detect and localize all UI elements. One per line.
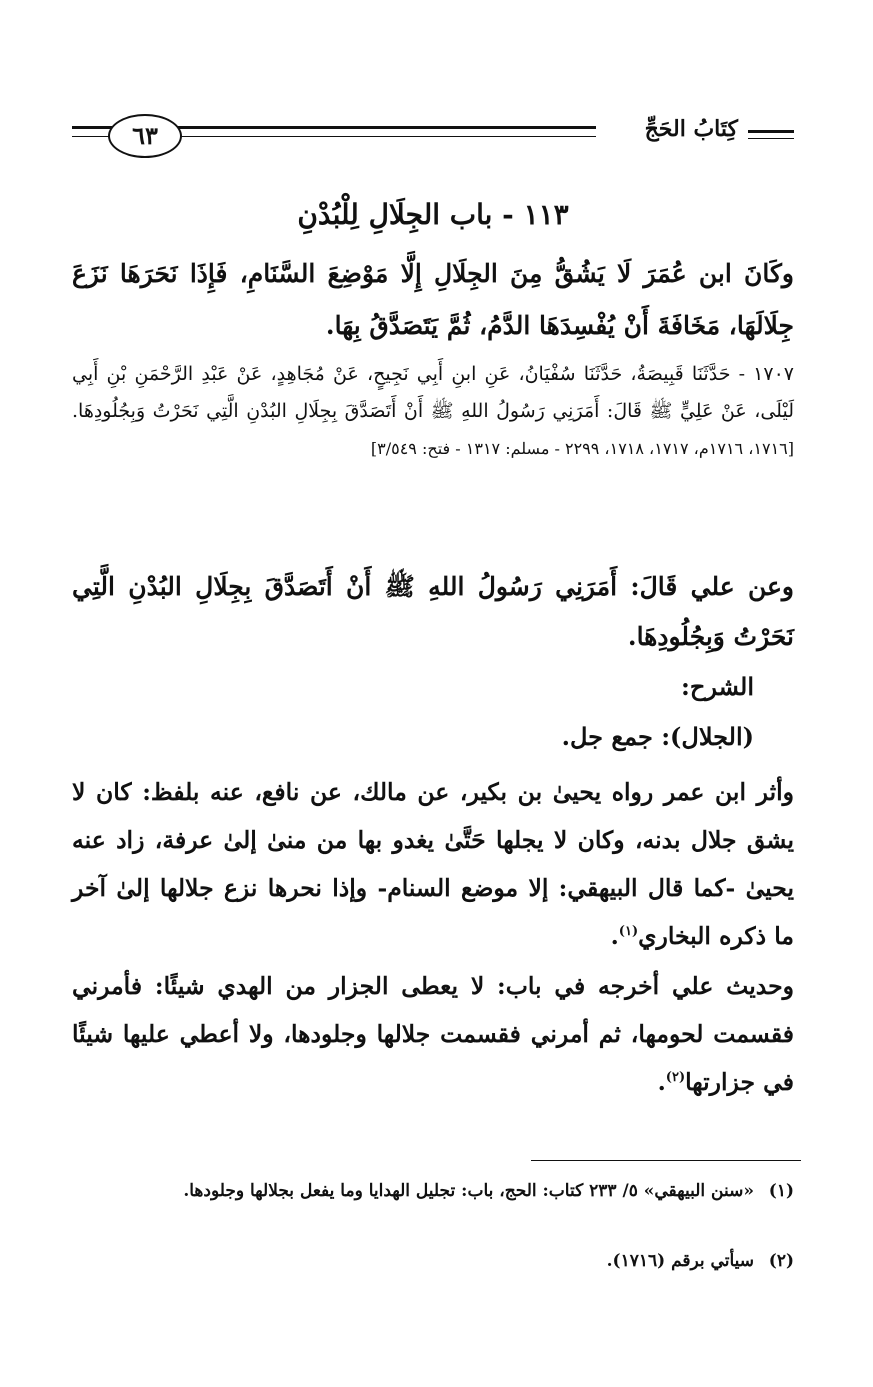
hadith-cross-reference: [١٧١٦، ١٧١٦م، ١٧١٧، ١٧١٨، ٢٢٩٩ - مسلم: ١٣١٧ - فتح: ٣/٥٤٩] xyxy=(370,439,794,458)
sharh-heading: الشرح: xyxy=(681,672,754,701)
sharh-paragraph-1-text: وأثر ابن عمر رواه يحيىٰ بن بكير، عن مالك، عن نافع، عنه بلفظ: كان لا يشق جلال بدنه، وكان لا يجلها حَتَّىٰ يغدو بها من منىٰ إلىٰ عرفة، زاد عنه يحيىٰ -كما قال البيهقي: إلا موضع السنام- وإذا نحرها نزع جلالها إلىٰ آخر ما ذكره البخاري xyxy=(72,778,794,950)
sharh-paragraph-2-end: . xyxy=(657,1068,666,1096)
hadith-1707 xyxy=(72,356,794,467)
sharh-paragraph-2 xyxy=(72,962,794,1106)
sharh-gloss: (الجلال): جمع جل. xyxy=(561,722,754,751)
running-header xyxy=(72,112,794,158)
hadith-text: ١٧٠٧ - حَدَّثَنَا قَبِيصَةُ، حَدَّثَنَا سُفْيَانُ، عَنِ ابنِ أَبِي نَجِيحٍ، عَنْ مُجَاهِدٍ، عَنْ عَبْدِ الرَّحْمَنِ بْنِ أَبِي لَيْلَى، عَنْ عَلِيٍّ ﷺ قَالَ: أَمَرَنِي رَسُولُ اللهِ ﷺ أَنْ أَتَصَدَّقَ بِجِلَالِ البُدْنِ الَّتِي نَحَرْتُ وَبِجُلُودِهَا. xyxy=(72,363,794,422)
header-rule-middle-top xyxy=(172,126,596,129)
matn-text: وعن علي قَالَ: أَمَرَنِي رَسُولُ اللهِ ﷺ أَنْ أَتَصَدَّقَ بِجِلَالِ البُدْنِ الَّتِي نَحَرْتُ وَبِجُلُودِهَا. xyxy=(72,572,794,651)
footnote-ref-1[interactable]: (١) xyxy=(618,924,639,940)
chapter-title: ١١٣ - باب الجِلَالِ لِلْبُدْنِ xyxy=(297,198,569,231)
page-number: ٦٣ xyxy=(108,114,182,158)
footnote-2-text: سيأتي برقم (١٧١٦). xyxy=(606,1251,754,1271)
header-rule-middle-bottom xyxy=(172,136,596,137)
footnote-2-mark: (٢) xyxy=(768,1251,794,1271)
footnote-1 xyxy=(72,1174,794,1209)
footnote-separator xyxy=(531,1160,801,1161)
footnote-ref-2[interactable]: (٢) xyxy=(665,1070,686,1086)
footnote-1-mark: (١) xyxy=(768,1181,794,1201)
athar-ibn-umar: وكَانَ ابن عُمَرَ لَا يَشُقُّ مِنَ الجِلَالِ إِلَّا مَوْضِعَ السَّنَامِ، فَإِذَا نَحَرَهَا نَزَعَ جِلَالَهَا، مَخَافَةَ أَنْ يُفْسِدَهَا الدَّمُ، ثُمَّ يَتَصَدَّقُ بِهَا. xyxy=(72,259,794,340)
header-rule-right-bottom xyxy=(748,138,794,139)
header-rule-right-top xyxy=(748,130,794,133)
sharh-paragraph-1 xyxy=(72,768,794,960)
sharh-paragraph-2-text: وحديث علي أخرجه في باب: لا يعطى الجزار من الهدي شيئًا: فأمرني فقسمت لحومها، ثم أمرني فقسمت جلالها وجلودها، ولا أعطي عليها شيئًا في جزارتها xyxy=(72,972,794,1096)
footnote-2 xyxy=(72,1244,794,1279)
footnote-1-text: «سنن البيهقي» ٥/ ٢٣٣ كتاب: الحج، باب: تجليل الهدايا وما يفعل بجلالها وجلودها. xyxy=(183,1181,754,1201)
sharh-paragraph-1-end: . xyxy=(610,922,619,950)
header-rule-left-top xyxy=(72,126,112,129)
book-title: كِتَابُ الحَجِّ xyxy=(644,116,738,142)
header-rule-left-bottom xyxy=(72,136,112,137)
